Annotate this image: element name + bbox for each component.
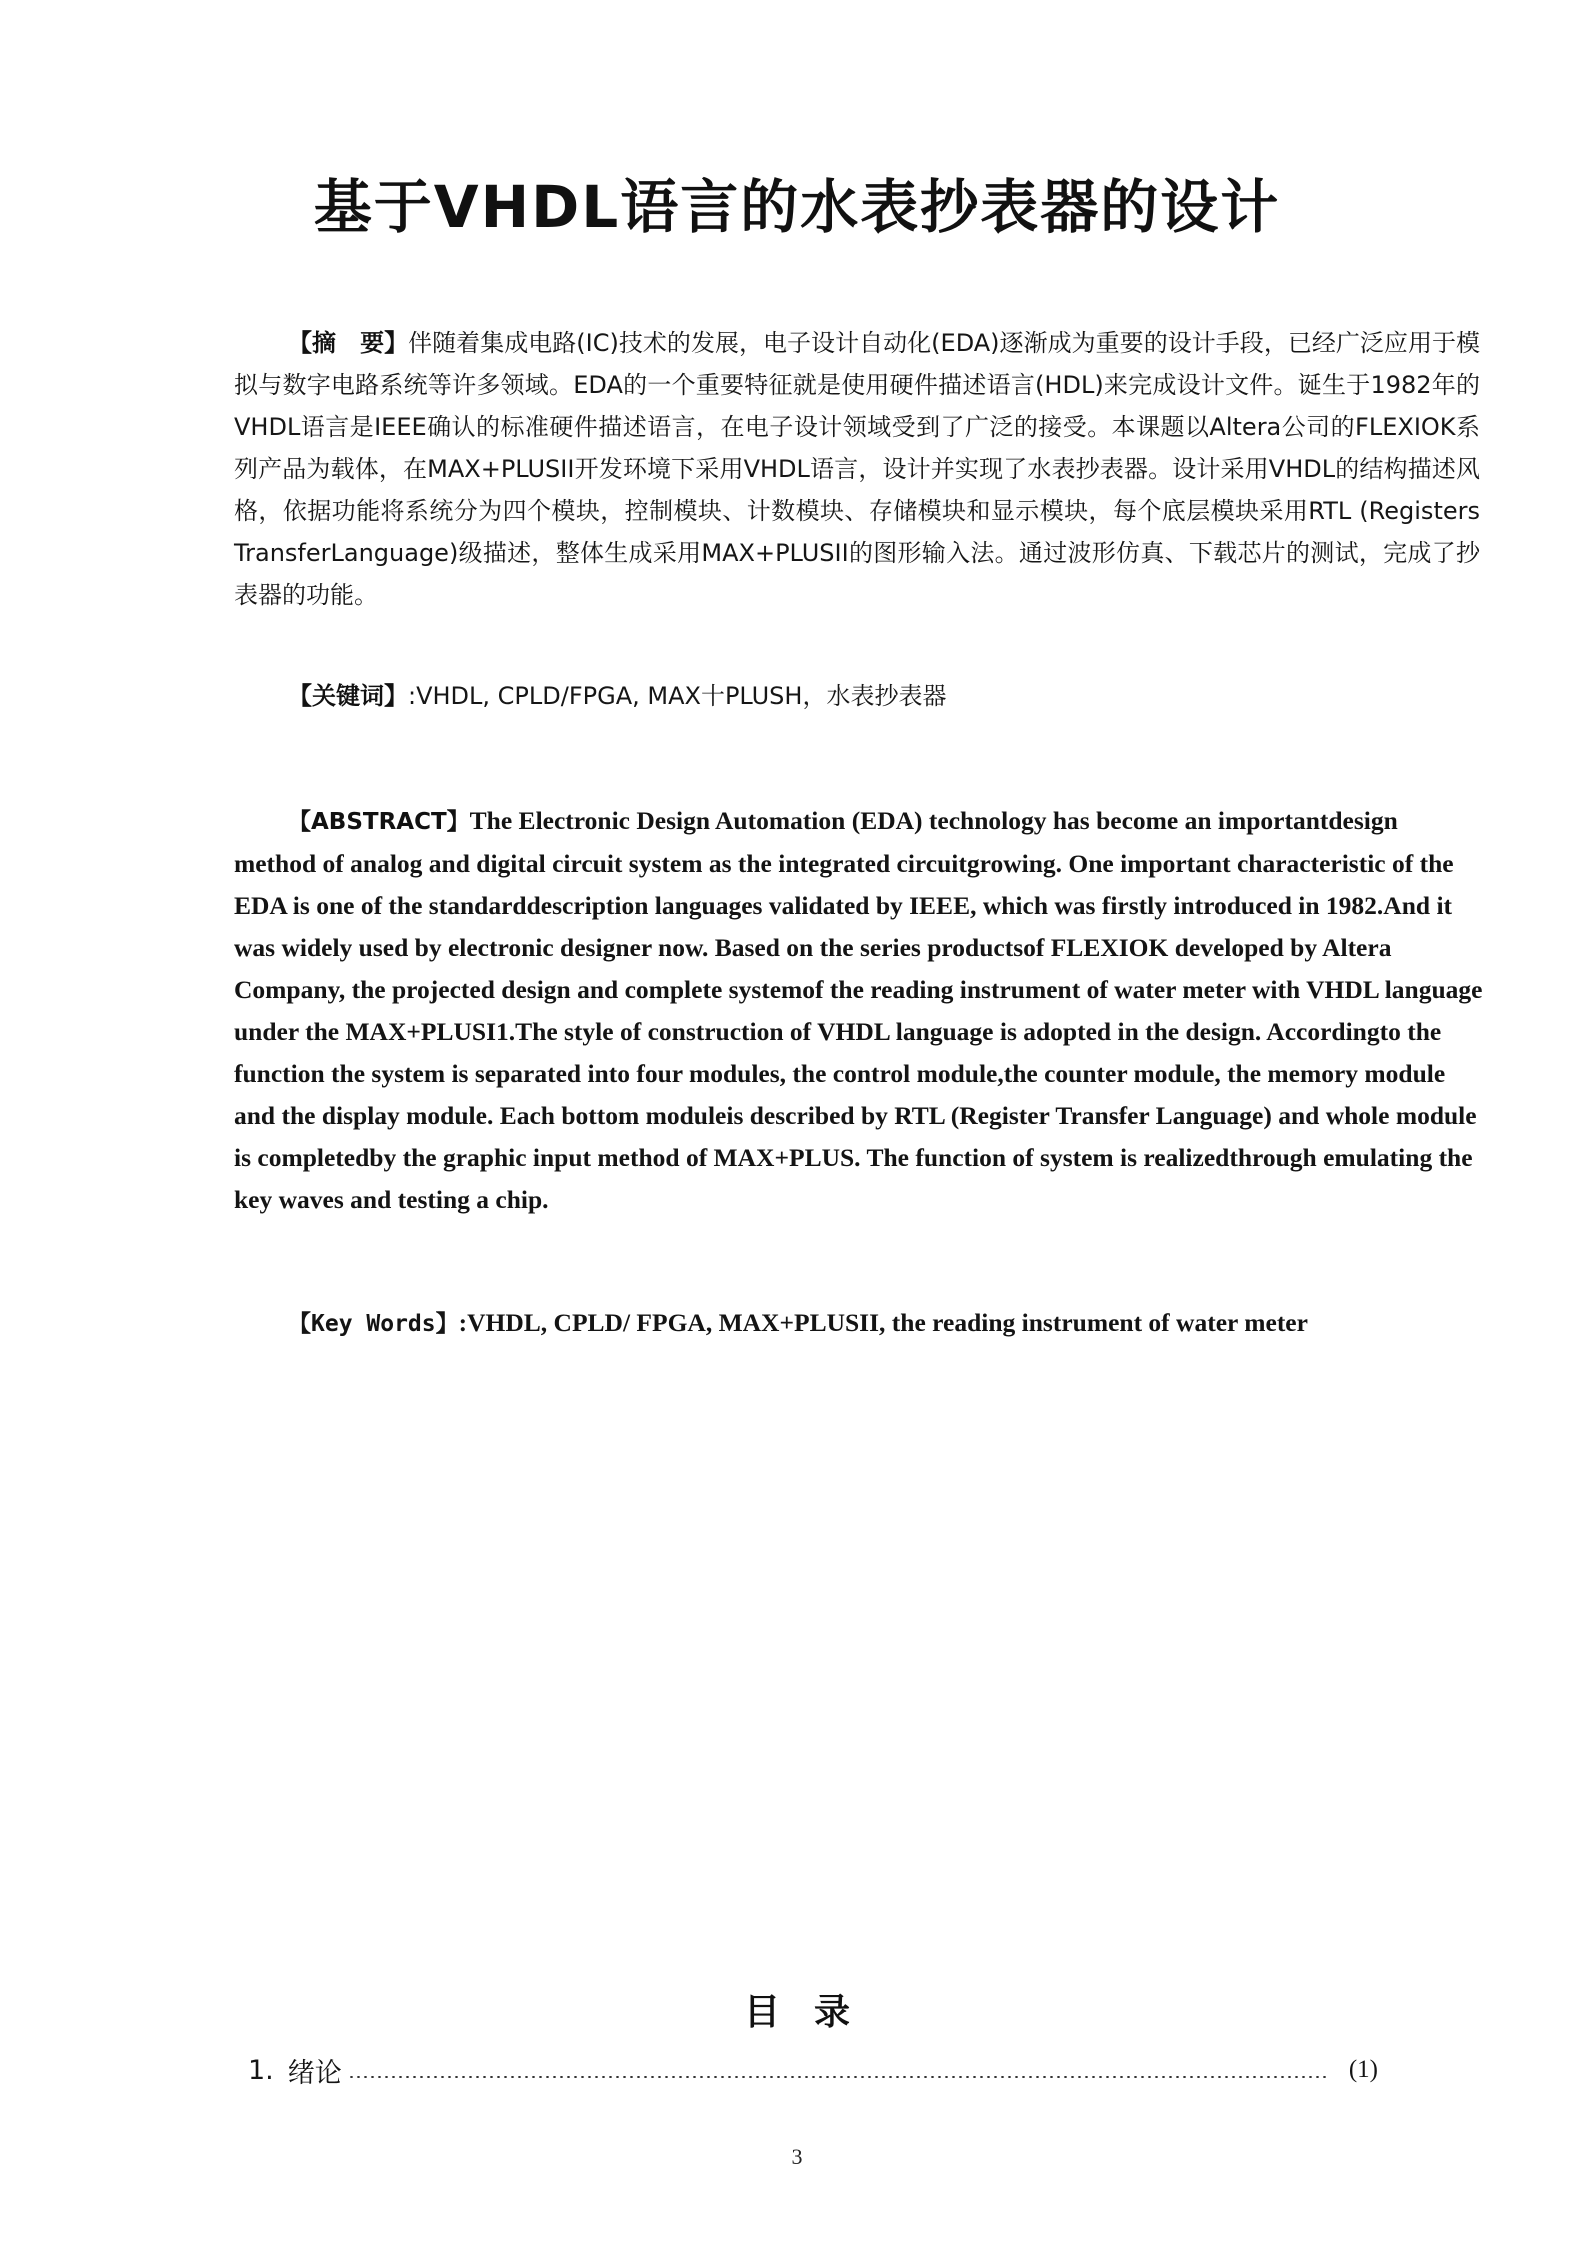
- english-keywords: [234, 1302, 1486, 1345]
- chinese-abstract-text: 伴随着集成电路(IC)技术的发展，电子设计自动化(EDA)逐渐成为重要的设计手段，已经广泛应用于模拟与数字电路系统等许多领域。EDA的一个重要特征就是使用硬件描述语言(HDL)来完成设计文件。诞生于1982年的VHDL语言是IEEE确认的标准硬件描述语言，在电子设计领域受到了广泛的接受。本课题以Altera公司的FLEXIOK系列产品为载体，在MAX+PLUSII开发环境下采用VHDL语言，设计并实现了水表抄表器。设计采用VHDL的结构描述风格，依据功能将系统分为四个模块，控制模块、计数模块、存储模块和显示模块，每个底层模块采用RTL (Registers TransferLanguage)级描述，整体生成采用MAX+PLUSII的图形输入法。通过波形仿真、下载芯片的测试，完成了抄表器的功能。: [234, 329, 1480, 609]
- page-number: 3: [791, 2144, 803, 2169]
- english-keywords-label: 【Key Words】: [288, 1311, 459, 1337]
- toc-entry-title: 绪论: [287, 2057, 342, 2089]
- toc-entry-page: (1): [1348, 2056, 1378, 2083]
- english-keywords-text: :VHDL, CPLD/ FPGA, MAX+PLUSII, the reading instrument of water meter: [458, 1308, 1308, 1337]
- chinese-abstract-label: 【摘 要】: [288, 329, 409, 357]
- english-abstract-label: 【ABSTRACT】: [288, 809, 470, 835]
- document-title: 基于VHDL语言的水表抄表器的设计: [313, 173, 1281, 241]
- chinese-abstract: [234, 322, 1480, 616]
- toc-entry-number: 1.: [248, 2054, 274, 2086]
- chinese-keywords: [234, 675, 1480, 717]
- english-abstract-text: The Electronic Design Automation (EDA) technology has become an importantdesign method of analog and digital circuit system as the integrated circuitgrowing. One important characteristic of the EDA is one of the standarddescription languages validated by IEEE, which was firstly introduced in 1982.And it was widely used by electronic designer now. Based on the series productsof FLEXIOK developed by Altera Company, the projected design and complete systemof the reading instrument of water meter with VHDL language under the MAX+PLUSI1.The style of construction of VHDL language is adopted in the design. Accordingto the function the system is separated into four modules, the control module,the counter module, the memory module and the display module. Each bottom moduleis described by RTL (Register Transfer Language) and whole module is completedby the graphic input method of MAX+PLUS. The function of system is realizedthrough emulating the key waves and testing a chip.: [234, 806, 1483, 1214]
- chinese-keywords-text: :VHDL, CPLD/FPGA, MAX十PLUSH，水表抄表器: [408, 682, 947, 710]
- chinese-keywords-label: 【关键词】: [288, 682, 408, 710]
- english-abstract: [234, 800, 1486, 1221]
- toc-entry[interactable]: [248, 2050, 1378, 2090]
- toc-dot-leader: [348, 2076, 1329, 2078]
- table-of-contents-heading: 目录: [743, 1992, 884, 2033]
